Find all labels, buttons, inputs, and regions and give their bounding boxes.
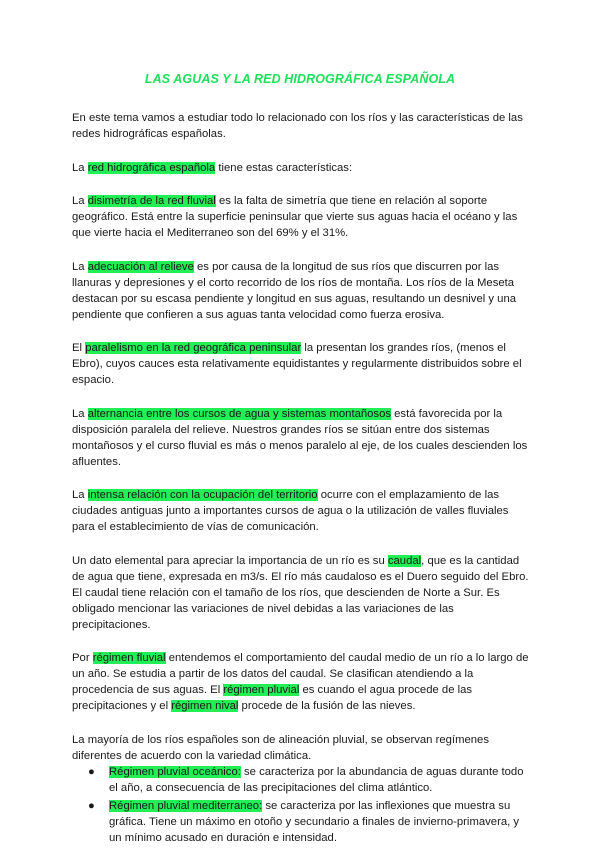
- text: se caracteriza por las inflexiones que muestra su gráfica. Tiene un máximo en otoño y secundario a finales de invierno-primavera, y un mínimo acusado en duración e intensidad.: [109, 799, 520, 844]
- text: , que es la cantidad de agua que tiene, expresada en m3/s. El río más caudaloso es el Duero seguido del Ebro.: [72, 554, 529, 583]
- highlighted-term: Régimen pluvial mediterraneo:: [109, 799, 263, 812]
- highlighted-term: intensa relación con la ocupación del territorio: [87, 489, 318, 501]
- paragraph-relacion-territorio: [72, 487, 530, 535]
- highlighted-term: caudal: [387, 554, 422, 567]
- highlighted-term: adecuación al relieve: [87, 260, 194, 273]
- bullet-icon: ●: [88, 799, 95, 812]
- text: está favorecida por la disposición paralela del relieve. Nuestros grandes ríos se sitúan entre dos sistemas montañosos y el curso fluvial es más o menos paralelo al eje, de los cuales descienden los afluentes.: [72, 407, 528, 468]
- highlighted-term: régimen fluvial: [92, 652, 166, 664]
- text: Por: [72, 652, 93, 664]
- highlighted-term: red hidrográfica española: [87, 161, 216, 174]
- document-body: [72, 110, 530, 848]
- highlighted-term: alternancia entre los cursos de agua y sistemas montañosos: [87, 407, 392, 420]
- page-title: LAS AGUAS Y LA RED HIDROGRÁFICA ESPAÑOLA: [144, 72, 456, 86]
- paragraph-red-hidrografica: [72, 160, 530, 176]
- paragraph-paralelismo: [72, 340, 530, 388]
- text: entendemos el comportamiento del caudal medio de un río a lo largo de un año. Se estudia a partir de los datos del caudal. Se clasifican atendiendo a la procedencia de sus aguas. El: [72, 652, 529, 696]
- highlighted-term: régimen nival: [171, 700, 239, 712]
- highlighted-term: disimetría de la red fluvial: [87, 195, 216, 207]
- paragraph-alineacion: La mayoría de los ríos españoles son de alineación pluvial, se observan regímenes diferentes de acuerdo con la variedad climática.: [72, 733, 489, 762]
- highlighted-term: régimen pluvial: [223, 684, 300, 696]
- highlighted-term: Régimen pluvial oceánico:: [109, 765, 241, 778]
- paragraph-disimetria: [72, 193, 530, 241]
- text: es por causa de la longitud de sus ríos que discurren por las llanuras y depresiones y el corto recorrido de los ríos de montaña. Los ríos de la Meseta destacan por su escasa pendiente y longitud en sus aguas, resultando un desnivel y una pendiente que confieren a sus aguas tanta velocidad como fuerza erosiva.: [72, 260, 517, 321]
- regimen-list: [72, 764, 530, 846]
- text: se caracteriza por la abundancia de aguas durante todo el año, a consecuencia de las precipitaciones del clima atlántico.: [109, 765, 524, 794]
- paragraph-caudal: [72, 553, 530, 633]
- bullet-icon: ●: [88, 765, 95, 778]
- intro-paragraph: En este tema vamos a estudiar todo lo relacionado con los ríos y las características de las redes hidrográficas españolas.: [72, 112, 523, 140]
- list-item: [88, 764, 530, 796]
- text: tiene estas características:: [215, 161, 353, 174]
- text: procede de la fusión de las nieves.: [238, 700, 416, 712]
- paragraph-alternancia: [72, 406, 530, 470]
- text: El caudal tiene relación con el tamaño de los ríos, que descienden de Norte a Sur. Es obligado mencionar las variaciones de nivel debidas a las variaciones de las precipitaciones.: [72, 586, 500, 631]
- text: es cuando el agua procede de las precipitaciones y el: [72, 684, 473, 712]
- text: La: [72, 407, 88, 420]
- text: la presentan los grandes ríos, (menos el Ebro), cuyos cauces esta relativamente equidistantes y regularmente distribuidos sobre el espacio.: [72, 342, 522, 386]
- text: La: [72, 260, 88, 273]
- text: El: [72, 342, 86, 354]
- paragraph-regimen-fluvial: [72, 650, 530, 714]
- paragraph-adecuacion: [72, 259, 530, 323]
- text: La: [72, 161, 88, 174]
- text: ocurre con el emplazamiento de las ciudades antiguas junto a importantes cursos de agua o la utilización de valles fluviales para el establecimiento de vías de comunicación.: [72, 489, 509, 533]
- text: es la falta de simetría que tiene en relación al soporte geográfico. Está entre la superficie peninsular que vierte sus aguas hacia el océano y las que vierte hacia el Mediterraneo son del 69% y el 31%.: [72, 195, 518, 239]
- highlighted-term: paralelismo en la red geográfica peninsular: [85, 342, 302, 354]
- list-item: [88, 798, 530, 846]
- text: Un dato elemental para apreciar la importancia de un río es su: [72, 554, 388, 567]
- text: La: [72, 489, 88, 501]
- text: La: [72, 195, 88, 207]
